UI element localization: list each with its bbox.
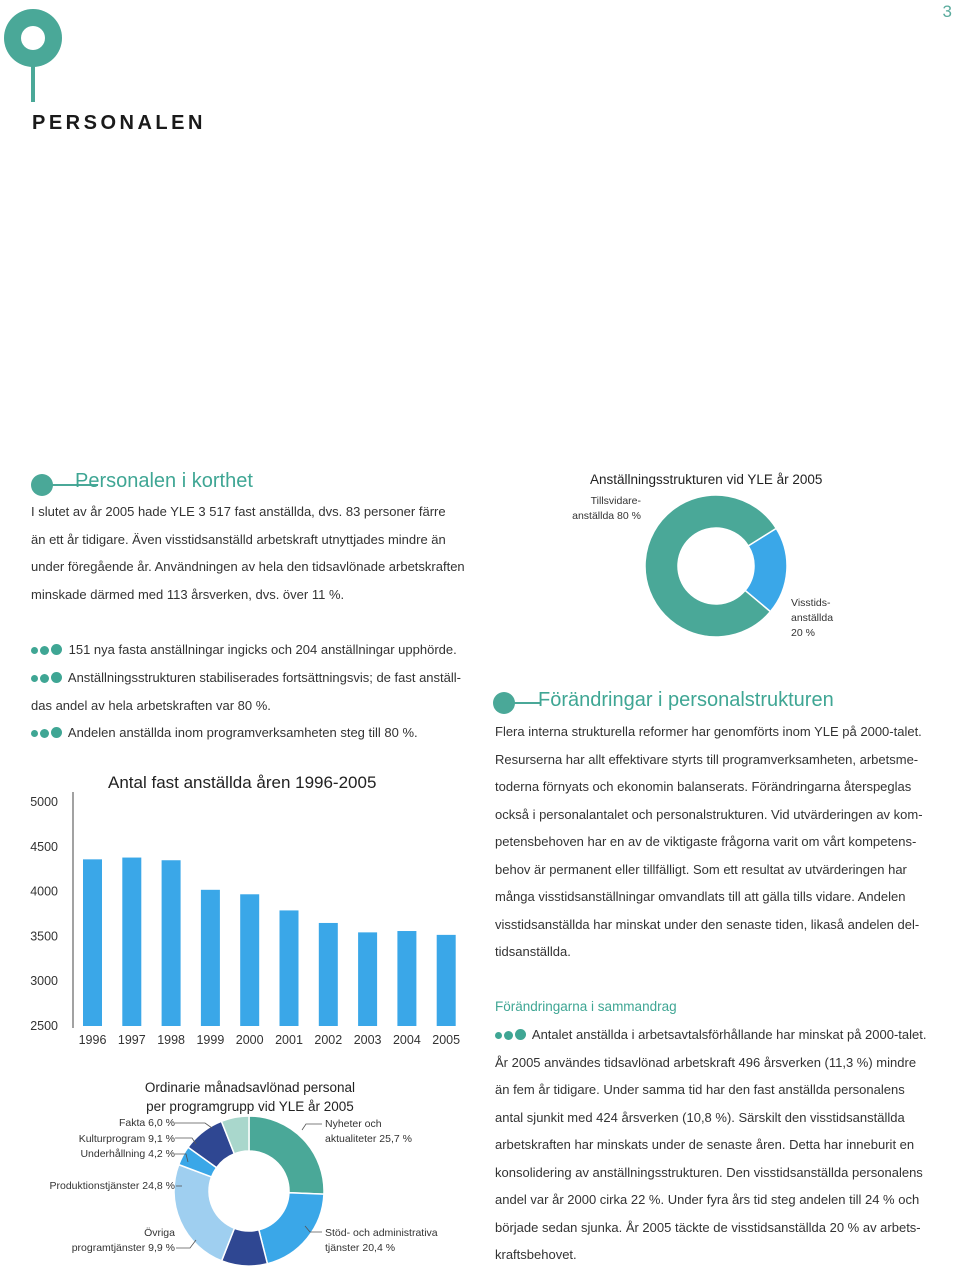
x-tick-label: 2005 (432, 1033, 461, 1047)
bar-1996 (83, 859, 102, 1026)
text-line: Flera interna strukturella reformer har genomförts inom YLE på 2000-talet. (495, 724, 922, 739)
text-line: tidsanställda. (495, 944, 571, 959)
summary-heading: Förändringarna i sammandrag (495, 999, 677, 1014)
heading-dot-icon (492, 690, 542, 716)
donut-chart-anstallningsstruktur (640, 494, 792, 646)
right-paragraph (495, 718, 945, 966)
x-tick-label: 1997 (117, 1033, 146, 1047)
y-tick-label: 4500 (30, 839, 58, 854)
y-tick-label: 3500 (30, 929, 58, 944)
bar-2001 (280, 910, 299, 1026)
text-line: många visstidsanställningar omvandlats till att gälla tills vidare. Andelen (495, 889, 906, 904)
section-title: PERSONALEN (32, 112, 206, 134)
text-line: andel var år 2000 cirka 22 %. Under fyra års tid steg andelen till 24 % och (495, 1192, 920, 1207)
donut1-label-visstids: Visstids- anställda 20 % (791, 597, 834, 639)
y-tick-label: 5000 (30, 795, 58, 809)
page-number: 3 (942, 2, 952, 21)
bullet-dots-icon (31, 643, 65, 655)
text-line: under föregående år. Användningen av hela den tidsavlönade arbetskraften (31, 559, 465, 574)
x-tick-label: 1998 (157, 1033, 186, 1047)
x-tick-label: 1999 (196, 1033, 225, 1047)
donut2-label-kulturprogram: Kulturprogram 9,1 % (78, 1133, 175, 1145)
text-line: Resurserna har allt effektivare styrts till programverksamheten, arbetsme- (495, 751, 919, 767)
donut2-label-ovriga: Övriga programtjänster 9,9 % (71, 1227, 175, 1254)
donut1-title: Anställningsstrukturen vid YLE år 2005 (590, 472, 823, 487)
bar-2000 (240, 894, 259, 1026)
bullet-item (31, 719, 418, 747)
donut2-label-fakta: Fakta 6,0 % (118, 1117, 175, 1129)
bullet-dots-icon (31, 726, 65, 738)
text-line: än ett år tidigare. Även visstidsanställd arbetskraft utnyttjades mindre än (31, 531, 446, 547)
x-tick-label: 2003 (353, 1033, 382, 1047)
y-tick-label: 2500 (30, 1019, 58, 1033)
text-line: också i personalantalet och personalstrukturen. Vid utvärderingen av kom- (495, 806, 923, 822)
x-tick-label: 2002 (314, 1033, 343, 1047)
bullet-dots-icon (31, 671, 65, 683)
bullet-item (31, 664, 481, 719)
donut2-label-stod: Stöd- och administrativa tjänster 20,4 % (325, 1227, 438, 1254)
bullet-dots-icon (495, 1028, 529, 1040)
text-line: arbetskraften har minskats under de senaste åren. Detta har inneburit en (495, 1137, 915, 1152)
bar-2003 (358, 932, 377, 1026)
text-line: konsolidering av anställningsstrukturen. Den visstidsanställda personalens (495, 1164, 923, 1180)
bar-2005 (437, 935, 456, 1026)
bar-1997 (122, 858, 141, 1026)
bar-2004 (397, 931, 416, 1026)
y-tick-label: 3000 (30, 974, 58, 989)
heading-personalen-i-korthet: Personalen i korthet (75, 470, 253, 492)
text-line: behov är permanent eller tillfälligt. Som ett resultat av utvärderingen har (495, 861, 907, 877)
text-line: kraftsbehovet. (495, 1247, 577, 1262)
text-line: minskade därmed med 113 årsverken, dvs. över 11 %. (31, 586, 345, 602)
x-tick-label: 2004 (392, 1033, 421, 1047)
text-line: antal sjunkit med 424 årsverken (10,8 %). Särskilt den visstidsanställda (495, 1109, 905, 1125)
text-line: toderna förnyats och ekonomin balanserats. Förändringarna återspeglas (495, 779, 912, 794)
bar-chart-fast-anstallda (0, 760, 480, 1060)
text-line: petensbehoven har en av de viktigaste frågorna varit om vårt kompetens- (495, 834, 917, 849)
bullet-text: Andelen anställda inom programverksamheten steg till 80 %. (67, 725, 418, 740)
text-line: År 2005 användes tidsavlönad arbetskraft 496 årsverken (11,3 %) mindre (495, 1054, 917, 1070)
donut2-label-underhallning: Underhållning 4,2 % (80, 1148, 175, 1160)
text-line: visstidsanställda har minskat under den senaste tiden, likaså andelen del- (495, 916, 920, 932)
x-tick-label: 2001 (275, 1033, 303, 1047)
bullet-item (31, 636, 457, 664)
y-tick-label: 4000 (30, 884, 58, 899)
intro-paragraph (31, 498, 481, 608)
bar-1998 (162, 860, 181, 1026)
donut2-label-nyheter: Nyheter och aktualiteter 25,7 % (325, 1118, 412, 1145)
yle-logo-icon (0, 0, 66, 104)
text-line: än fem år tidigare. Under samma tid har den fast anställda personalens (495, 1082, 905, 1097)
x-tick-label: 2000 (235, 1033, 264, 1047)
x-tick-label: 1996 (78, 1033, 107, 1047)
bullet-text: Anställningsstrukturen stabiliserades fortsättningsvis; de fast anställ- (67, 670, 461, 685)
donut2-label-produktionstjanster: Produktionstjänster 24,8 % (49, 1180, 175, 1192)
text-line: Antalet anställda i arbetsavtalsförhållande har minskat på 2000-talet. (531, 1027, 927, 1042)
text-line: började sedan sjunka. År 2005 täckte de visstidsanställda 20 % av arbets- (495, 1219, 921, 1235)
bullet-text: 151 nya fasta anställningar ingicks och 204 anställningar upphörde. (68, 642, 457, 657)
bar-1999 (201, 890, 220, 1026)
summary-paragraph (495, 1021, 945, 1269)
donut2-title: Ordinarie månadsavlönad personal per programgrupp vid YLE år 2005 (144, 1080, 356, 1114)
bullet-text: das andel av hela arbetskraften var 80 %. (31, 697, 271, 713)
heading-forandringar: Förändringar i personalstrukturen (538, 689, 834, 711)
donut1-label-tillsvidare: Tillsvidare- anställda 80 % (572, 495, 641, 522)
bar-2002 (319, 923, 338, 1026)
bar-chart-title: Antal fast anställda åren 1996-2005 (108, 773, 377, 792)
text-line: I slutet av år 2005 hade YLE 3 517 fast anställda, dvs. 83 personer färre (31, 504, 446, 519)
